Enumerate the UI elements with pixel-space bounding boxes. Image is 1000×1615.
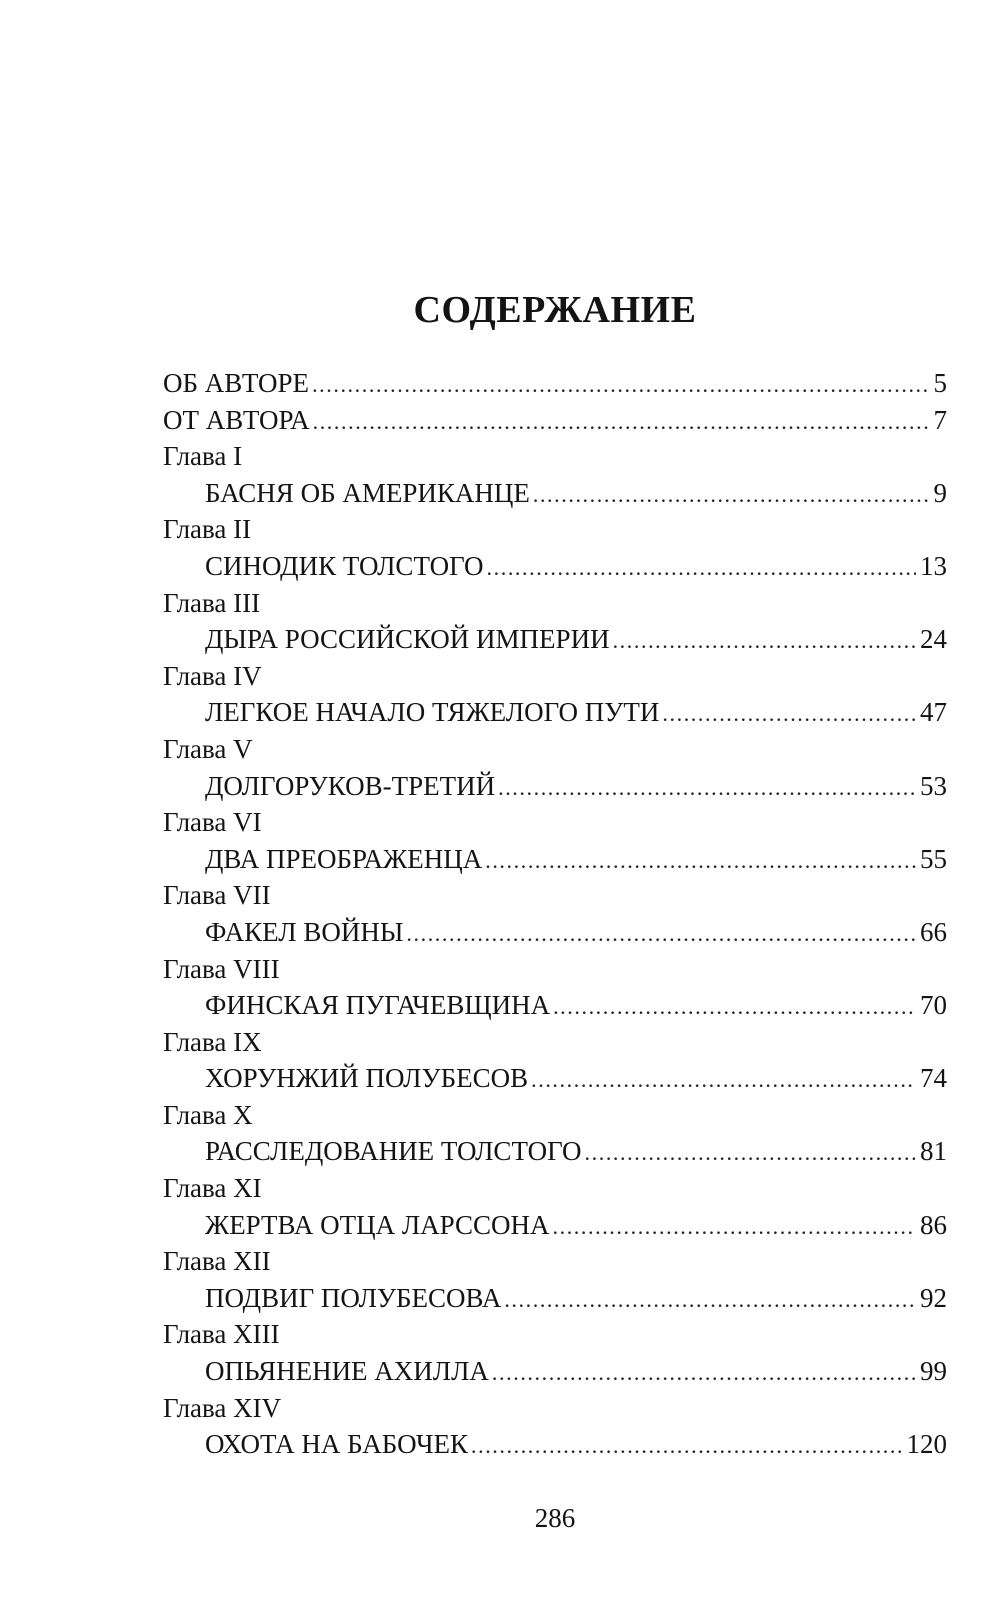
dot-leader — [531, 1062, 916, 1099]
chapter-label: Глава IV — [163, 660, 262, 691]
toc-chapter-entry[interactable] — [163, 548, 947, 585]
toc-entry-title: ХОРУНЖИЙ ПОЛУБЕСОВ — [205, 1063, 529, 1094]
toc-chapter-entry[interactable] — [163, 1133, 947, 1170]
toc-entry-title: ОБ АВТОРЕ — [163, 368, 310, 398]
dot-leader — [471, 1428, 903, 1465]
toc-page-number: 99 — [920, 1356, 947, 1387]
page-number-footer: 286 — [534, 1503, 576, 1533]
toc-page-number: 53 — [920, 770, 947, 801]
contents-heading: СОДЕРЖАНИЕ — [413, 289, 697, 331]
dot-leader — [492, 1355, 916, 1392]
toc-entry-title: ОПЬЯНЕНИЕ АХИЛЛА — [205, 1356, 489, 1387]
toc-page-number: 13 — [920, 550, 947, 581]
dot-leader — [585, 1135, 916, 1172]
toc-entry-title: ОХОТА НА БАБОЧЕК — [205, 1429, 468, 1460]
toc-chapter-entry[interactable] — [163, 1207, 947, 1244]
toc-chapter-entry[interactable] — [163, 694, 947, 731]
toc-entry[interactable] — [163, 402, 947, 439]
dot-leader — [406, 916, 916, 953]
chapter-label: Глава VII — [163, 880, 271, 911]
toc-page-number: 47 — [920, 697, 947, 728]
toc-entry-title: ДОЛГОРУКОВ-ТРЕТИЙ — [205, 770, 496, 801]
chapter-label: Глава V — [163, 733, 253, 764]
toc-entry-title: БАСНЯ ОБ АМЕРИКАНЦЕ — [205, 477, 530, 508]
toc-page-number: 66 — [920, 916, 947, 947]
chapter-label: Глава III — [163, 587, 261, 618]
dot-leader — [504, 1282, 916, 1319]
toc-page-number: 74 — [920, 1063, 947, 1094]
dot-leader — [613, 623, 916, 660]
toc-page-number: 5 — [933, 368, 947, 398]
chapter-label: Глава XIV — [163, 1392, 282, 1423]
chapter-label: Глава VI — [163, 807, 262, 838]
toc-chapter-entry[interactable] — [163, 914, 947, 951]
toc-entry-title: РАССЛЕДОВАНИЕ ТОЛСТОГО — [205, 1136, 582, 1167]
toc-entry-title: СИНОДИК ТОЛСТОГО — [205, 550, 484, 581]
toc-chapter-entry[interactable] — [163, 475, 947, 512]
toc-entry-title: ФАКЕЛ ВОЙНЫ — [205, 916, 404, 947]
dot-leader — [498, 770, 916, 807]
chapter-label: Глава XI — [163, 1173, 262, 1204]
toc-chapter-entry[interactable] — [163, 1280, 947, 1317]
dot-leader — [553, 989, 916, 1026]
dot-leader — [313, 404, 930, 441]
chapter-label: Глава XII — [163, 1246, 271, 1277]
chapter-label: Глава VIII — [163, 953, 280, 984]
toc-entry-title: ДЫРА РОССИЙСКОЙ ИМПЕРИИ — [205, 624, 610, 655]
toc-entry-title: ЛЕГКОЕ НАЧАЛО ТЯЖЕЛОГО ПУТИ — [205, 697, 660, 728]
toc-chapter-entry[interactable] — [163, 768, 947, 805]
chapter-label: Глава IX — [163, 1026, 262, 1057]
dot-leader — [487, 550, 916, 587]
toc-entry-title: ДВА ПРЕОБРАЖЕНЦА — [205, 843, 483, 874]
toc-page-number: 92 — [920, 1282, 947, 1313]
toc-entry-title: ЖЕРТВА ОТЦА ЛАРССОНА — [205, 1209, 550, 1240]
toc-page-number: 24 — [920, 624, 947, 655]
toc-entry-title: ПОДВИГ ПОЛУБЕСОВА — [205, 1282, 502, 1313]
toc-entry[interactable] — [163, 365, 947, 402]
toc-page-number: 9 — [933, 477, 947, 508]
dot-leader — [662, 696, 916, 733]
dot-leader — [533, 477, 930, 514]
toc-chapter-entry[interactable] — [163, 841, 947, 878]
dot-leader — [485, 843, 916, 880]
chapter-label: Глава XIII — [163, 1319, 280, 1350]
toc-chapter-entry[interactable] — [163, 987, 947, 1024]
toc-chapter-entry[interactable] — [163, 621, 947, 658]
toc-chapter-entry[interactable] — [163, 1060, 947, 1097]
toc-page-number: 55 — [920, 843, 947, 874]
toc-page-number: 7 — [933, 404, 947, 435]
dot-leader — [553, 1209, 917, 1246]
chapter-label: Глава II — [163, 514, 252, 545]
dot-leader — [312, 367, 929, 404]
toc-chapter-entry[interactable] — [163, 1353, 947, 1390]
toc-entry-title: ОТ АВТОРА — [163, 404, 310, 435]
chapter-label: Глава X — [163, 1099, 253, 1130]
toc-page-number: 86 — [920, 1209, 947, 1240]
table-of-contents — [163, 365, 947, 1463]
toc-page-number: 120 — [906, 1429, 947, 1460]
toc-page-number: 81 — [920, 1136, 947, 1167]
chapter-label: Глава I — [163, 441, 243, 472]
toc-entry-title: ФИНСКАЯ ПУГАЧЕВЩИНА — [205, 990, 551, 1021]
toc-chapter-entry[interactable] — [163, 1426, 947, 1463]
toc-page-number: 70 — [920, 990, 947, 1021]
